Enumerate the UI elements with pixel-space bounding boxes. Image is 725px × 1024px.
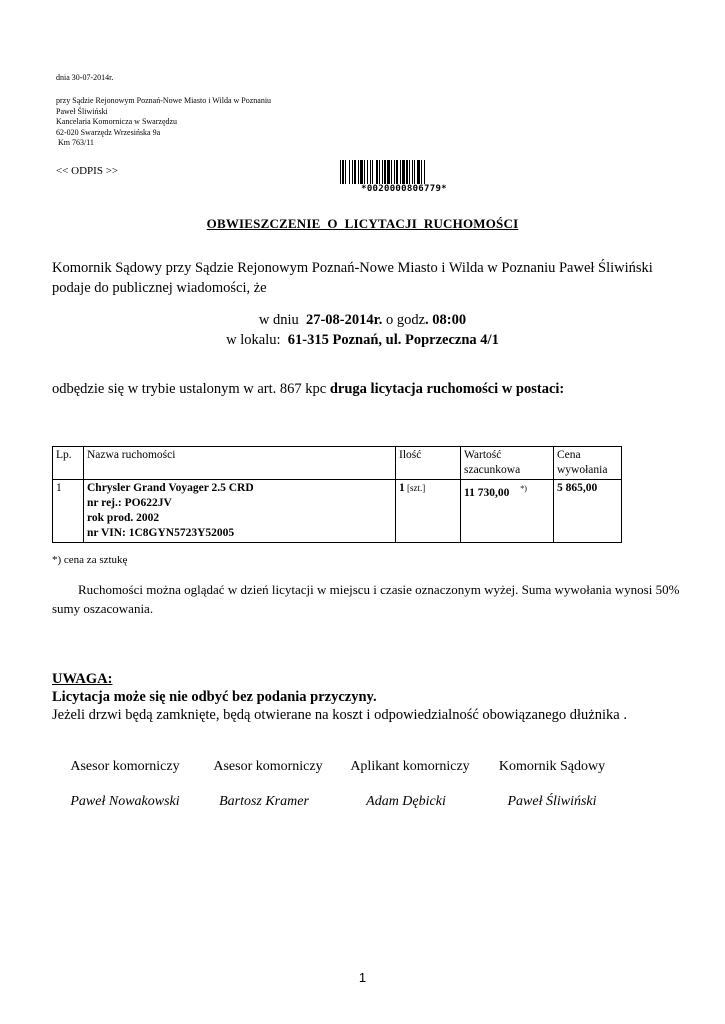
- time-prefix: o godz: [382, 312, 426, 328]
- signature-role: Asesor komorniczy: [213, 759, 323, 774]
- item-line: nr rej.: PO622JV: [87, 497, 172, 509]
- auction-time: . 08:00: [425, 312, 467, 328]
- place-prefix: w lokalu:: [226, 332, 288, 348]
- signature-name: Adam Dębicki: [366, 794, 446, 809]
- items-table: [52, 446, 622, 543]
- barcode: [340, 160, 468, 194]
- item-line: nr VIN: 1C8GYN5723Y52005: [87, 527, 235, 539]
- date-prefix: w dniu: [258, 312, 306, 328]
- case-number: Km 763/11: [56, 138, 94, 147]
- row-value: [461, 480, 554, 543]
- mode-prefix: odbędzie się w trybie ustalonym w art. 867 kpc: [52, 381, 330, 397]
- value-amount: 11 730,00: [464, 486, 510, 499]
- table-header-row: [53, 447, 622, 480]
- warning-text: Jeżeli drzwi będą zamknięte, będą otwierane na koszt i odpowiedzialność obowiązanego dłużnika .: [52, 707, 627, 723]
- page-number: 1: [358, 970, 367, 985]
- signature-name: Bartosz Kramer: [219, 794, 309, 809]
- header-lp: Lp.: [53, 447, 84, 480]
- footnote: *) cena za sztukę: [52, 554, 128, 566]
- viewing-paragraph: Ruchomości można oglądać w dzień licytacji w miejscu i czasie oznaczonym wyżej. Suma wywołania wynosi 50% sumy oszacowania.: [52, 582, 680, 616]
- auction-date-line: [0, 310, 725, 330]
- row-lp: 1: [53, 480, 84, 543]
- qty-unit: [szt.]: [404, 483, 426, 493]
- row-price: [554, 480, 622, 543]
- header-price: [554, 447, 622, 480]
- mode-bold: druga licytacja ruchomości w postaci:: [329, 381, 565, 397]
- intro-paragraph: Komornik Sądowy przy Sądzie Rejonowym Poznań-Nowe Miasto i Wilda w Poznaniu Paweł Śliwiński podaje do publicznej wiadomości, że: [52, 260, 653, 296]
- copy-label: << ODPIS >>: [56, 165, 119, 177]
- auction-mode: [52, 381, 564, 398]
- document-title: OBWIESZCZENIE O LICYTACJI RUCHOMOŚCI: [206, 216, 519, 231]
- signature-role: Asesor komorniczy: [70, 759, 180, 774]
- auction-place: 61-315 Poznań, ul. Poprzeczna 4/1: [287, 332, 499, 348]
- address-line: 62-020 Swarzędz Wrzesińska 9a: [56, 127, 161, 137]
- bailiff-address: [56, 96, 271, 149]
- address-line: Kancelaria Komornicza w Swarzędzu: [56, 117, 178, 126]
- header-name: Nazwa ruchomości: [84, 447, 396, 480]
- header-price-line: Cena: [557, 449, 581, 461]
- signature-role: Aplikant komorniczy: [350, 759, 470, 774]
- price-amount: 5 865,00: [557, 482, 598, 494]
- header-value-line: Wartość: [464, 449, 502, 461]
- warning-heading: UWAGA:: [52, 671, 113, 687]
- row-name: [84, 480, 396, 543]
- auction-place-line: [0, 330, 725, 350]
- barcode-bar: [425, 160, 427, 184]
- signature-role: Komornik Sądowy: [498, 759, 606, 774]
- value-footnote-mark: *): [520, 484, 527, 493]
- auction-date: 27-08-2014r.: [305, 312, 383, 328]
- address-line: Paweł Śliwiński: [56, 106, 108, 116]
- header-value-line: szacunkowa: [464, 464, 521, 476]
- address-line: przy Sądzie Rejonowym Poznań-Nowe Miasto i Wilda w Poznaniu: [56, 96, 272, 105]
- barcode-number: *0020000806779*: [361, 184, 447, 194]
- warning-bold: Licytacja może się nie odbyć bez podania przyczyny.: [52, 689, 377, 705]
- item-line: rok prod. 2002: [87, 512, 160, 524]
- item-line: Chrysler Grand Voyager 2.5 CRD: [87, 482, 254, 494]
- header-qty: Ilość: [396, 447, 461, 480]
- table-row: [53, 480, 622, 543]
- auction-when-where: [0, 310, 725, 350]
- document-date: dnia 30-07-2014r.: [56, 73, 114, 82]
- header-value: [461, 447, 554, 480]
- barcode-bars: [340, 160, 468, 184]
- header-price-line: wywołania: [557, 464, 608, 476]
- signature-name: Paweł Śliwiński: [507, 794, 597, 809]
- qty-value: 1: [399, 482, 405, 494]
- row-qty: [396, 480, 461, 543]
- signature-name: Paweł Nowakowski: [70, 794, 180, 809]
